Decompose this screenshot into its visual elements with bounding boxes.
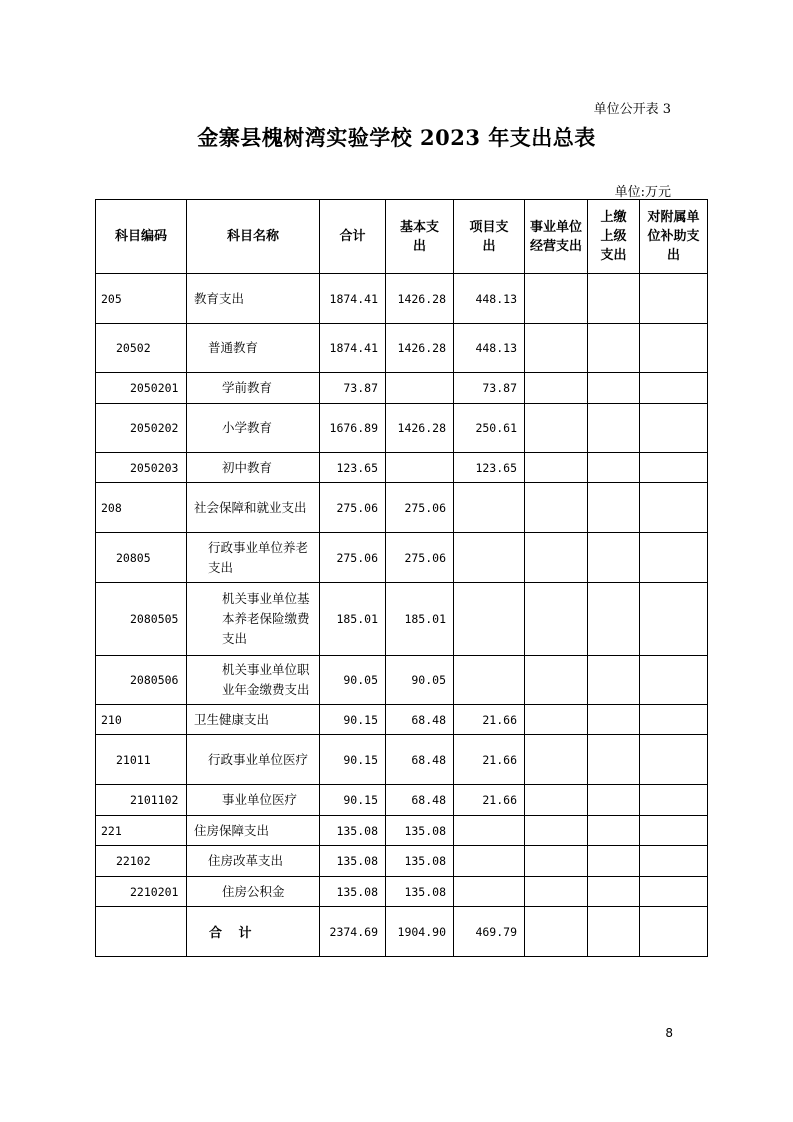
total-upper	[588, 907, 640, 957]
table-row	[96, 274, 708, 324]
cell-subsidy	[640, 785, 708, 816]
cell-upper	[588, 404, 640, 453]
header-upper: 上缴上级支出	[588, 200, 640, 274]
cell-subsidy	[640, 656, 708, 705]
cell-code: 21011	[96, 735, 187, 785]
total-subsidy	[640, 907, 708, 957]
table-row	[96, 324, 708, 373]
table-row	[96, 583, 708, 656]
cell-upper	[588, 705, 640, 735]
cell-upper	[588, 324, 640, 373]
cell-name: 卫生健康支出	[187, 705, 320, 735]
cell-upper	[588, 274, 640, 324]
cell-project	[454, 656, 525, 705]
total-project: 469.79	[454, 907, 525, 957]
cell-name: 教育支出	[187, 274, 320, 324]
cell-code: 2050203	[96, 453, 187, 483]
cell-code: 20502	[96, 324, 187, 373]
total-label: 合 计	[187, 907, 320, 957]
cell-name: 住房公积金	[187, 877, 320, 907]
cell-project	[454, 877, 525, 907]
cell-code: 2080506	[96, 656, 187, 705]
cell-project: 448.13	[454, 274, 525, 324]
cell-subsidy	[640, 483, 708, 533]
cell-business	[525, 705, 588, 735]
cell-project: 21.66	[454, 735, 525, 785]
table-row	[96, 483, 708, 533]
cell-total: 1874.41	[320, 274, 386, 324]
cell-code: 2101102	[96, 785, 187, 816]
cell-basic: 275.06	[386, 483, 454, 533]
cell-basic: 185.01	[386, 583, 454, 656]
header-code: 科目编码	[96, 200, 187, 274]
cell-business	[525, 785, 588, 816]
cell-name: 社会保障和就业支出	[187, 483, 320, 533]
table-row	[96, 453, 708, 483]
cell-business	[525, 816, 588, 846]
cell-name: 机关事业单位基本养老保险缴费支出	[187, 583, 320, 656]
document-title: 金寨县槐树湾实验学校 2023 年支出总表	[197, 125, 596, 150]
cell-name: 行政事业单位养老支出	[187, 533, 320, 583]
cell-upper	[588, 877, 640, 907]
cell-business	[525, 404, 588, 453]
table-row	[96, 877, 708, 907]
cell-code: 20805	[96, 533, 187, 583]
cell-total: 185.01	[320, 583, 386, 656]
cell-basic: 90.05	[386, 656, 454, 705]
table-row	[96, 533, 708, 583]
cell-upper	[588, 735, 640, 785]
cell-total: 90.05	[320, 656, 386, 705]
cell-project: 73.87	[454, 373, 525, 404]
cell-subsidy	[640, 816, 708, 846]
cell-business	[525, 453, 588, 483]
cell-subsidy	[640, 877, 708, 907]
cell-code: 2210201	[96, 877, 187, 907]
cell-code: 208	[96, 483, 187, 533]
header-subsidy: 对附属单位补助支出	[640, 200, 708, 274]
table-row	[96, 735, 708, 785]
cell-upper	[588, 846, 640, 877]
cell-project: 123.65	[454, 453, 525, 483]
cell-upper	[588, 785, 640, 816]
header-total: 合计	[320, 200, 386, 274]
page-number: 8	[665, 1026, 673, 1040]
cell-business	[525, 735, 588, 785]
cell-name: 初中教育	[187, 453, 320, 483]
cell-subsidy	[640, 846, 708, 877]
cell-subsidy	[640, 583, 708, 656]
cell-basic: 1426.28	[386, 274, 454, 324]
cell-subsidy	[640, 533, 708, 583]
table-row	[96, 656, 708, 705]
cell-total: 275.06	[320, 483, 386, 533]
cell-basic: 135.08	[386, 846, 454, 877]
table-row	[96, 785, 708, 816]
header-name: 科目名称	[187, 200, 320, 274]
cell-business	[525, 274, 588, 324]
cell-project: 21.66	[454, 705, 525, 735]
cell-project	[454, 583, 525, 656]
cell-code: 2050201	[96, 373, 187, 404]
cell-business	[525, 877, 588, 907]
cell-basic: 1426.28	[386, 404, 454, 453]
cell-name: 事业单位医疗	[187, 785, 320, 816]
cell-business	[525, 533, 588, 583]
cell-business	[525, 656, 588, 705]
table-row	[96, 373, 708, 404]
cell-basic: 135.08	[386, 816, 454, 846]
cell-basic	[386, 373, 454, 404]
cell-empty	[96, 907, 187, 957]
cell-subsidy	[640, 274, 708, 324]
cell-total: 275.06	[320, 533, 386, 583]
cell-basic: 275.06	[386, 533, 454, 583]
header-row	[96, 200, 708, 274]
cell-upper	[588, 483, 640, 533]
cell-subsidy	[640, 324, 708, 373]
cell-total: 123.65	[320, 453, 386, 483]
cell-subsidy	[640, 373, 708, 404]
unit-label: 单位:万元	[614, 185, 671, 200]
cell-business	[525, 846, 588, 877]
cell-code: 2080505	[96, 583, 187, 656]
cell-subsidy	[640, 404, 708, 453]
cell-total: 73.87	[320, 373, 386, 404]
cell-name: 住房保障支出	[187, 816, 320, 846]
cell-subsidy	[640, 705, 708, 735]
cell-upper	[588, 583, 640, 656]
cell-name: 普通教育	[187, 324, 320, 373]
cell-project: 448.13	[454, 324, 525, 373]
cell-project: 250.61	[454, 404, 525, 453]
total-row	[96, 907, 708, 957]
cell-name: 小学教育	[187, 404, 320, 453]
cell-total: 90.15	[320, 785, 386, 816]
cell-subsidy	[640, 453, 708, 483]
cell-basic	[386, 453, 454, 483]
cell-basic: 68.48	[386, 735, 454, 785]
cell-upper	[588, 373, 640, 404]
total-total: 2374.69	[320, 907, 386, 957]
cell-basic: 68.48	[386, 785, 454, 816]
cell-name: 学前教育	[187, 373, 320, 404]
cell-name: 住房改革支出	[187, 846, 320, 877]
cell-total: 135.08	[320, 846, 386, 877]
cell-basic: 68.48	[386, 705, 454, 735]
cell-total: 90.15	[320, 705, 386, 735]
total-basic: 1904.90	[386, 907, 454, 957]
header-business: 事业单位经营支出	[525, 200, 588, 274]
header-basic: 基本支出	[386, 200, 454, 274]
cell-total: 135.08	[320, 877, 386, 907]
cell-business	[525, 324, 588, 373]
cell-basic: 135.08	[386, 877, 454, 907]
table-row	[96, 846, 708, 877]
cell-name: 行政事业单位医疗	[187, 735, 320, 785]
cell-upper	[588, 816, 640, 846]
cell-upper	[588, 656, 640, 705]
cell-total: 135.08	[320, 816, 386, 846]
cell-upper	[588, 453, 640, 483]
cell-business	[525, 583, 588, 656]
cell-code: 210	[96, 705, 187, 735]
expenditure-table	[95, 199, 708, 957]
cell-project	[454, 816, 525, 846]
cell-project: 21.66	[454, 785, 525, 816]
cell-business	[525, 483, 588, 533]
cell-subsidy	[640, 735, 708, 785]
cell-total: 1874.41	[320, 324, 386, 373]
cell-code: 22102	[96, 846, 187, 877]
total-business	[525, 907, 588, 957]
table-row	[96, 816, 708, 846]
cell-code: 221	[96, 816, 187, 846]
cell-total: 1676.89	[320, 404, 386, 453]
table-row	[96, 705, 708, 735]
header-project: 项目支出	[454, 200, 525, 274]
cell-business	[525, 373, 588, 404]
cell-code: 2050202	[96, 404, 187, 453]
table-row	[96, 404, 708, 453]
cell-name: 机关事业单位职业年金缴费支出	[187, 656, 320, 705]
cell-project	[454, 533, 525, 583]
cell-code: 205	[96, 274, 187, 324]
cell-project	[454, 483, 525, 533]
cell-basic: 1426.28	[386, 324, 454, 373]
cell-upper	[588, 533, 640, 583]
table-number-label: 单位公开表 3	[593, 102, 671, 117]
cell-project	[454, 846, 525, 877]
cell-total: 90.15	[320, 735, 386, 785]
